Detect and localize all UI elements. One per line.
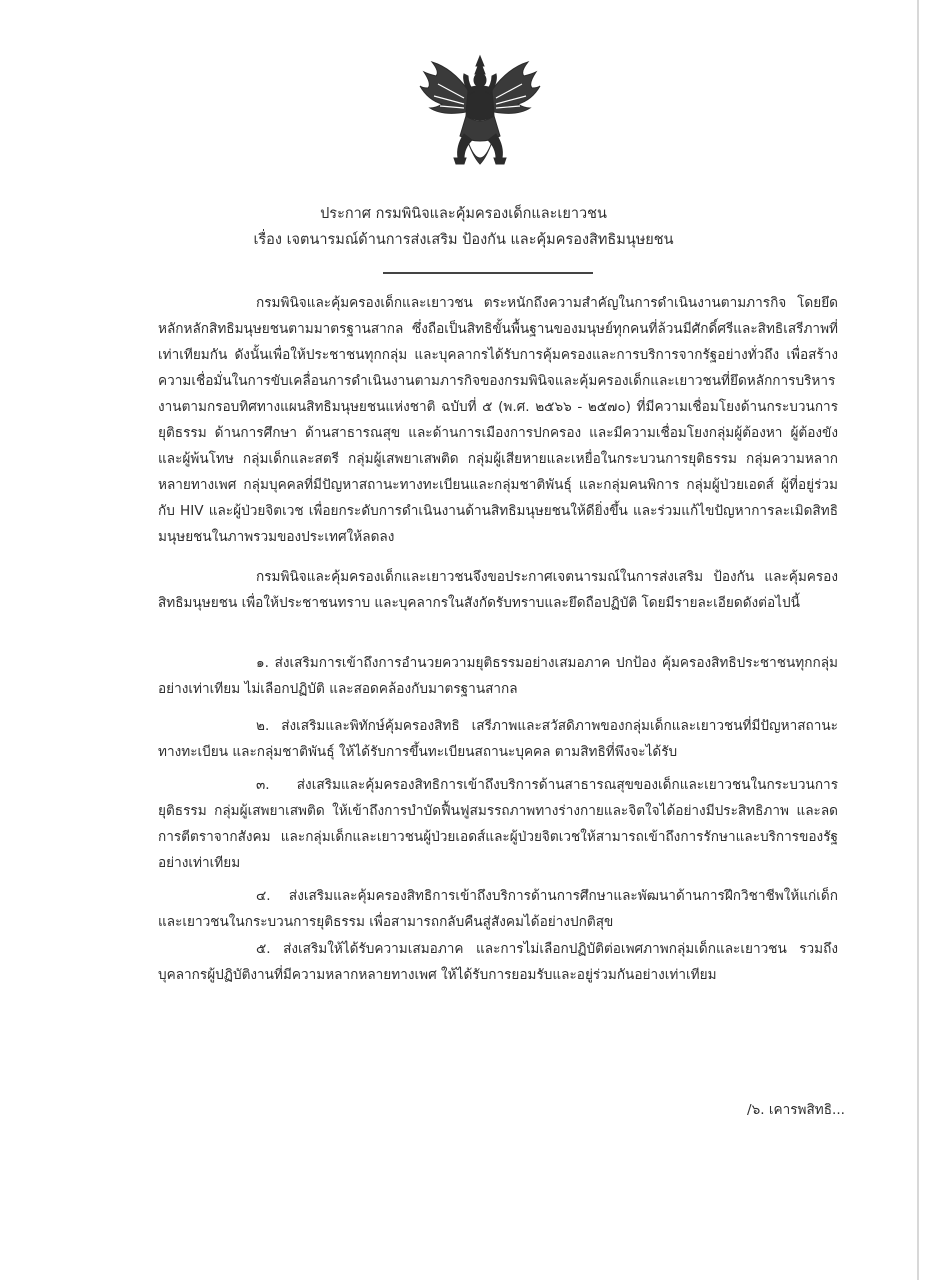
title-divider: [383, 272, 593, 274]
list-item: ๒. ส่งเสริมและพิทักษ์คุ้มครองสิทธิ เสรีภาพและสวัสดิภาพของกลุ่มเด็กและเยาวชนที่มีปัญหาสถานะทางทะเบียน และกลุ่มชาติพันธุ์ ให้ได้รับการขึ้นทะเบียนสถานะบุคคล ตามสิทธิที่พึงจะได้รับ: [158, 718, 838, 760]
list-item: ๔. ส่งเสริมและคุ้มครองสิทธิการเข้าถึงบริการด้านการศึกษาและพัฒนาด้านการฝึกวิชาชีพให้แก่เด็กและเยาวชนในกระบวนการยุติธรรม เพื่อสามารถกลับคืนสู่สังคมได้อย่างปกติสุข: [158, 888, 838, 930]
intro-paragraph: กรมพินิจและคุ้มครองเด็กและเยาวชน ตระหนักถึงความสำคัญในการดำเนินงานตามภารกิจ โดยยึดหลักหลักสิทธิมนุษยชนตามมาตรฐานสากล ซึ่งถือเป็นสิทธิขั้นพื้นฐานของมนุษย์ทุกคนที่ล้วนมีศักดิ์ศรีและสิทธิเสรีภาพที่เท่าเทียมกัน ดังนั้นเพื่อให้ประชาชนทุกกลุ่ม และบุคลากรได้รับการคุ้มครองและการบริการจากรัฐอย่างทั่วถึง เพื่อสร้างความเชื่อมั่นในการขับเคลื่อนการดำเนินงานตามภารกิจของกรมพินิจและคุ้มครองเด็กและเยาวชนที่ยึดหลักการบริหารงานตามกรอบทิศทางแผนสิทธิมนุษยชนแห่งชาติ ฉบับที่ ๕ (พ.ศ. ๒๕๖๖ - ๒๕๗๐) ที่มีความเชื่อมโยงด้านกระบวนการยุติธรรม ด้านการศึกษา ด้านสาธารณสุข และด้านการเมืองการปกครอง และมีความเชื่อมโยงกลุ่มผู้ต้องหา ผู้ต้องขังและผู้พ้นโทษ กลุ่มเด็กและสตรี กลุ่มผู้เสพยาเสพติด กลุ่มผู้เสียหายและเหยื่อในกระบวนการยุติธรรม กลุ่มความหลากหลายทางเพศ กลุ่มบุคคลที่มีปัญหาสถานะทางทะเบียนและกลุ่มชาติพันธุ์ และกลุ่มคนพิการ กลุ่มผู้ป่วยเอดส์ ผู้ที่อยู่ร่วมกับ HIV และผู้ป่วยจิตเวช เพื่อยกระดับการดำเนินงานด้านสิทธิมนุษยชนให้ดียิ่งขึ้น และร่วมแก้ไขปัญหาการละเมิดสิทธิมนุษยชนในภาพรวมของประเทศให้ลดลง: [158, 295, 838, 545]
list-item: ๑. ส่งเสริมการเข้าถึงการอำนวยความยุติธรรมอย่างเสมอภาค ปกป้อง คุ้มครองสิทธิประชาชนทุกกลุ่มอย่างเท่าเทียม ไม่เลือกปฏิบัติ และสอดคล้องกับมาตรฐานสากล: [158, 655, 838, 697]
announcement-title: ประกาศ กรมพินิจและคุ้มครองเด็กและเยาวชน: [320, 206, 607, 222]
announcement-paragraph: กรมพินิจและคุ้มครองเด็กและเยาวชนจึงขอประกาศเจตนารมณ์ในการส่งเสริม ป้องกัน และคุ้มครองสิทธิมนุษยชน เพื่อให้ประชาชนทราบ และบุคลากรในสังกัดรับทราบและยึดถือปฏิบัติ โดยมีรายละเอียดดังต่อไปนี้: [158, 569, 838, 611]
list-item: ๕. ส่งเสริมให้ได้รับความเสมอภาค และการไม่เลือกปฏิบัติต่อเพศภาพกลุ่มเด็กและเยาวชน รวมถึงบุคลากรผู้ปฏิบัติงานที่มีความหลากหลายทางเพศ ให้ได้รับการยอมรับและอยู่ร่วมกันอย่างเท่าเทียม: [158, 941, 838, 983]
page-edge: [917, 0, 919, 1280]
garuda-emblem-icon: [418, 54, 542, 178]
announcement-subject: เรื่อง เจตนารมณ์ด้านการส่งเสริม ป้องกัน และคุ้มครองสิทธิมนุษยชน: [253, 232, 674, 248]
continuation-note: /๖. เคารพสิทธิ...: [746, 1102, 845, 1118]
list-item: ๓. ส่งเสริมและคุ้มครองสิทธิการเข้าถึงบริการด้านสาธารณสุขของเด็กและเยาวชนในกระบวนการยุติธรรม กลุ่มผู้เสพยาเสพติด ให้เข้าถึงการบำบัดฟื้นฟูสมรรถภาพทางร่างกายและจิตใจได้อย่างมีประสิทธิภาพ และลดการตีตราจากสังคม และกลุ่มเด็กและเยาวชนผู้ป่วยเอดส์และผู้ป่วยจิตเวชให้สามารถเข้าถึงการรักษาและบริการของรัฐอย่างเท่าเทียม: [158, 777, 838, 871]
